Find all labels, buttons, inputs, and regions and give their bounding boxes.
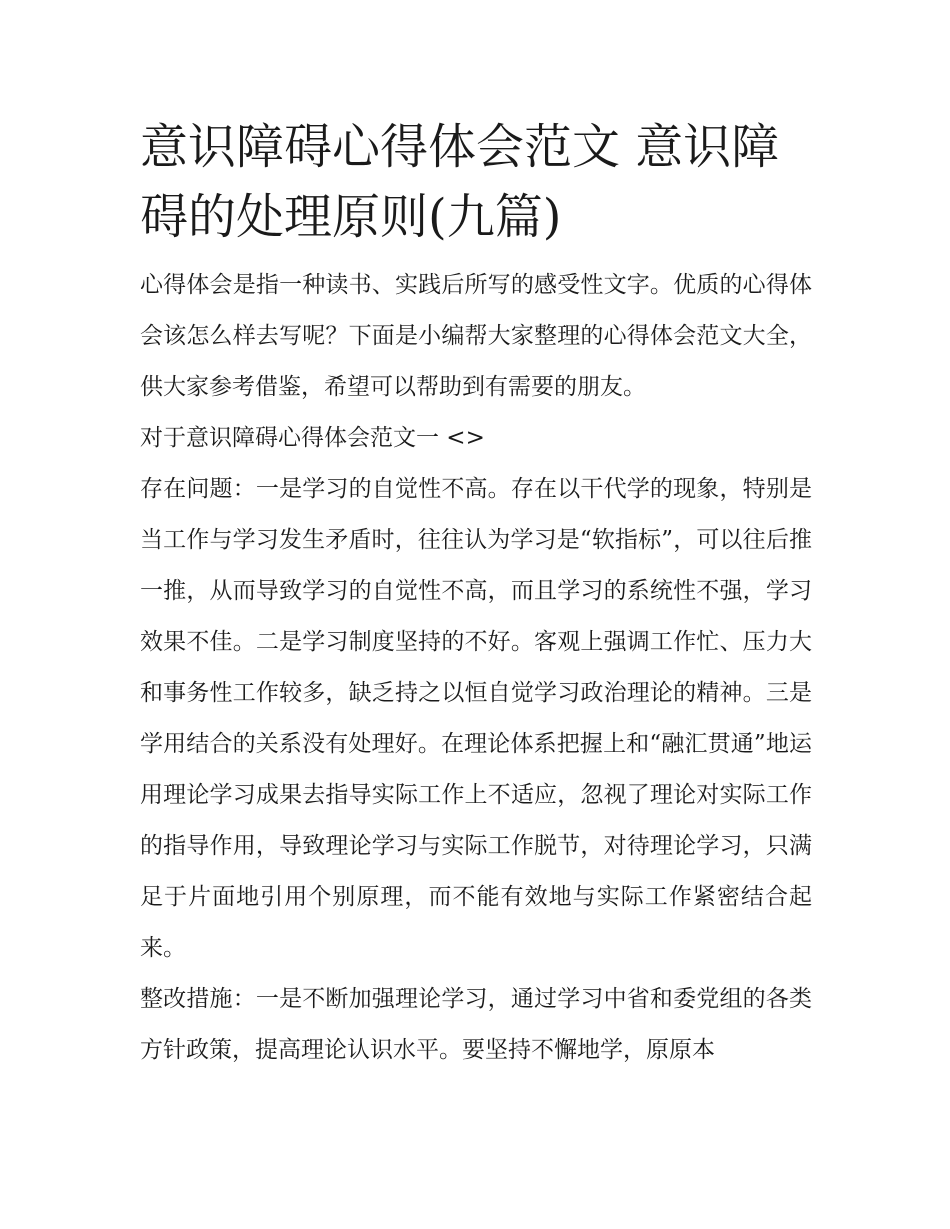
intro-paragraph: 心得体会是指一种读书、实践后所写的感受性文字。优质的心得体会该怎么样去写呢？下面是小编帮大家整理的心得体会范文大全，供大家参考借鉴，希望可以帮助到有需要的朋友。 xyxy=(140,272,812,400)
document-title: 意识障碍心得体会范文 意识障碍的处理原则(九篇) xyxy=(140,119,780,245)
problems-paragraph: 存在问题：一是学习的自觉性不高。存在以干代学的现象，特别是当工作与学习发生矛盾时，往往认为学习是“软指标”，可以往后推一推，从而导致学习的自觉性不高，而且学习的系统性不强，学习效果不佳。二是学习制度坚持的不好。客观上强调工作忙、压力大和事务性工作较多，缺乏持之以恒自觉学习政治理论的精神。三是学用结合的关系没有处理好。在理论体系把握上和“融汇贯通”地运用理论学习成果去指导实际工作上不适应，忽视了理论对实际工作的指导作用，导致理论学习与实际工作脱节，对待理论学习，只满足于片面地引用个别原理，而不能有效地与实际工作紧密结合起来。 xyxy=(140,476,812,961)
section-heading: 对于意识障碍心得体会范文一 <> xyxy=(140,425,485,451)
document-body xyxy=(140,112,812,1076)
measures-paragraph: 整改措施：一是不断加强理论学习，通过学习中省和委党组的各类方针政策，提高理论认识水平。要坚持不懈地学，原原本 xyxy=(140,986,812,1063)
